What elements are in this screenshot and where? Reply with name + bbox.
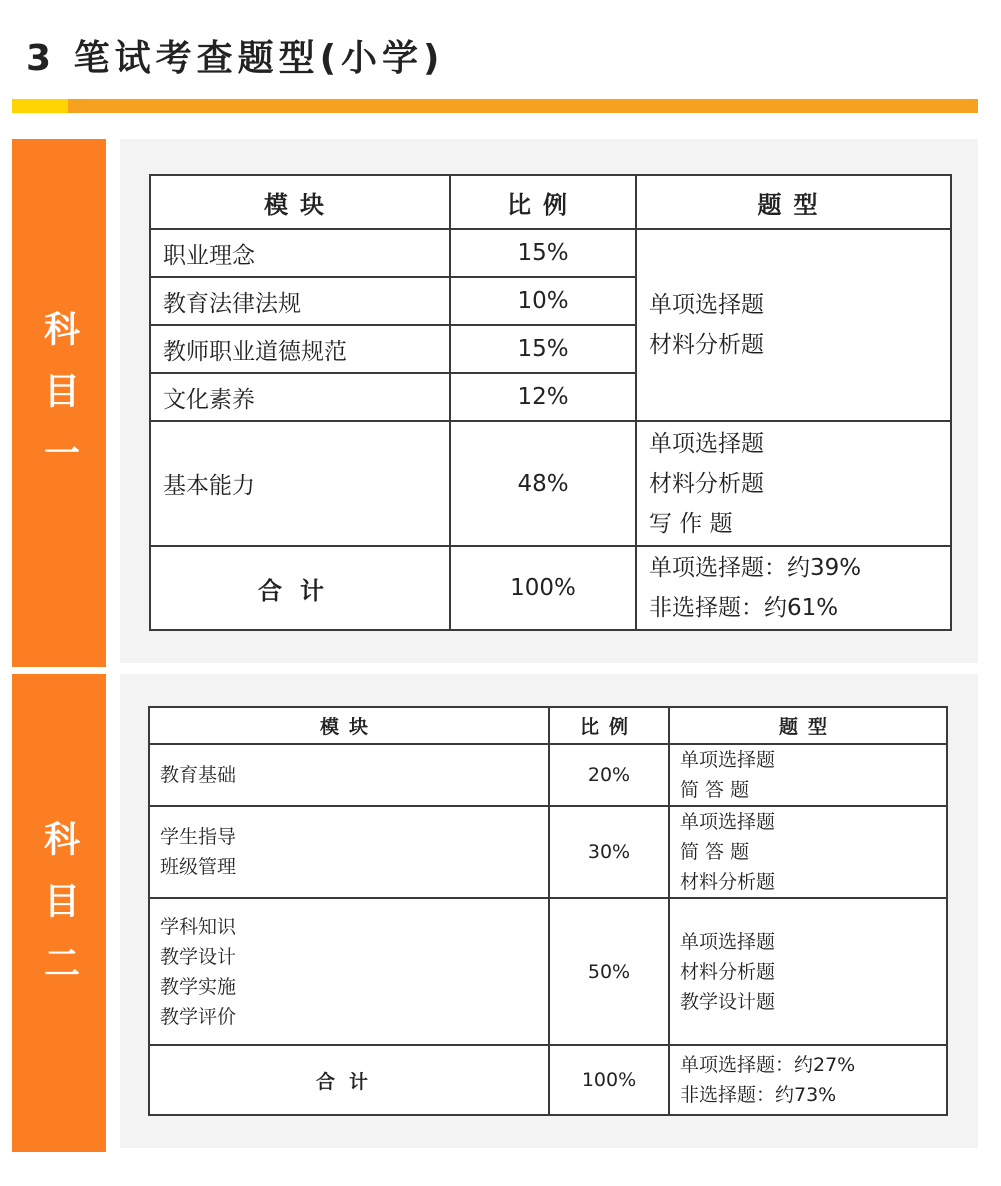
type-item: 非选择题：约73% xyxy=(680,1084,837,1106)
title-underline-accent xyxy=(12,99,68,113)
table-row xyxy=(150,229,951,277)
total-label: 合计 xyxy=(149,1045,549,1115)
type-item: 材料分析题 xyxy=(649,470,764,497)
module-cell: 文化素养 xyxy=(150,373,450,421)
type-cell xyxy=(669,898,947,1045)
ratio-cell: 30% xyxy=(549,806,669,898)
header-ratio: 比例 xyxy=(450,175,636,229)
subject-one-label-text: 科目一 xyxy=(38,310,80,496)
ratio-cell: 50% xyxy=(549,898,669,1045)
type-item: 单项选择题 xyxy=(649,430,764,457)
table-row xyxy=(149,898,947,1045)
header-type: 题型 xyxy=(636,175,951,229)
subject-one-table xyxy=(149,174,952,631)
type-cell xyxy=(636,229,951,421)
ratio-cell: 12% xyxy=(450,373,636,421)
subject-one-label xyxy=(12,139,106,667)
type-item: 单项选择题 xyxy=(680,811,776,833)
module-cell: 教师职业道德规范 xyxy=(150,325,450,373)
module-item: 教学实施 xyxy=(160,975,237,998)
type-item: 简 答 题 xyxy=(680,779,750,801)
type-item: 非选择题：约61% xyxy=(649,595,839,621)
total-ratio: 100% xyxy=(450,546,636,630)
total-row xyxy=(149,1045,947,1115)
header-ratio: 比例 xyxy=(549,707,669,744)
table-row xyxy=(149,806,947,898)
ratio-cell: 15% xyxy=(450,325,636,373)
subject-two-label xyxy=(12,674,106,1152)
type-cell xyxy=(636,421,951,546)
module-item: 学生指导 xyxy=(160,826,237,848)
type-item: 单项选择题 xyxy=(680,930,776,953)
type-item: 写 作 题 xyxy=(649,510,733,537)
ratio-cell: 20% xyxy=(549,744,669,806)
type-item: 单项选择题：约27% xyxy=(680,1054,856,1076)
type-item: 单项选择题：约39% xyxy=(649,555,862,581)
table-row xyxy=(150,421,951,546)
module-cell: 教育法律法规 xyxy=(150,277,450,325)
type-item: 教学设计题 xyxy=(680,990,776,1013)
table-row xyxy=(149,744,947,806)
total-label: 合计 xyxy=(150,546,450,630)
type-item: 简 答 题 xyxy=(680,841,750,863)
page-title: 3 笔试考查题型(小学) xyxy=(26,38,445,79)
subject-two-table xyxy=(148,706,948,1116)
table-header-row xyxy=(150,175,951,229)
module-cell: 基本能力 xyxy=(150,421,450,546)
module-cell: 职业理念 xyxy=(150,229,450,277)
type-cell xyxy=(669,744,947,806)
header-type: 题型 xyxy=(669,707,947,744)
table-header-row xyxy=(149,707,947,744)
total-row xyxy=(150,546,951,630)
module-item: 班级管理 xyxy=(160,856,237,878)
total-type-cell xyxy=(636,546,951,630)
module-cell xyxy=(149,806,549,898)
module-item: 教学评价 xyxy=(160,1005,237,1028)
module-item: 学科知识 xyxy=(160,915,237,938)
header-module: 模块 xyxy=(149,707,549,744)
header-module: 模块 xyxy=(150,175,450,229)
subject-two-label-text: 科目二 xyxy=(38,820,80,1006)
title-underline-bar xyxy=(12,99,978,113)
ratio-cell: 10% xyxy=(450,277,636,325)
module-cell xyxy=(149,744,549,806)
type-item: 单项选择题 xyxy=(649,292,764,318)
type-item: 材料分析题 xyxy=(680,871,776,893)
type-cell xyxy=(669,806,947,898)
type-item: 单项选择题 xyxy=(680,749,776,771)
type-item: 材料分析题 xyxy=(680,960,776,983)
module-item: 教学设计 xyxy=(160,945,237,968)
ratio-cell: 15% xyxy=(450,229,636,277)
total-ratio: 100% xyxy=(549,1045,669,1115)
ratio-cell: 48% xyxy=(450,421,636,546)
module-item: 教育基础 xyxy=(160,764,237,786)
total-type-cell xyxy=(669,1045,947,1115)
module-cell xyxy=(149,898,549,1045)
type-item: 材料分析题 xyxy=(649,332,764,358)
